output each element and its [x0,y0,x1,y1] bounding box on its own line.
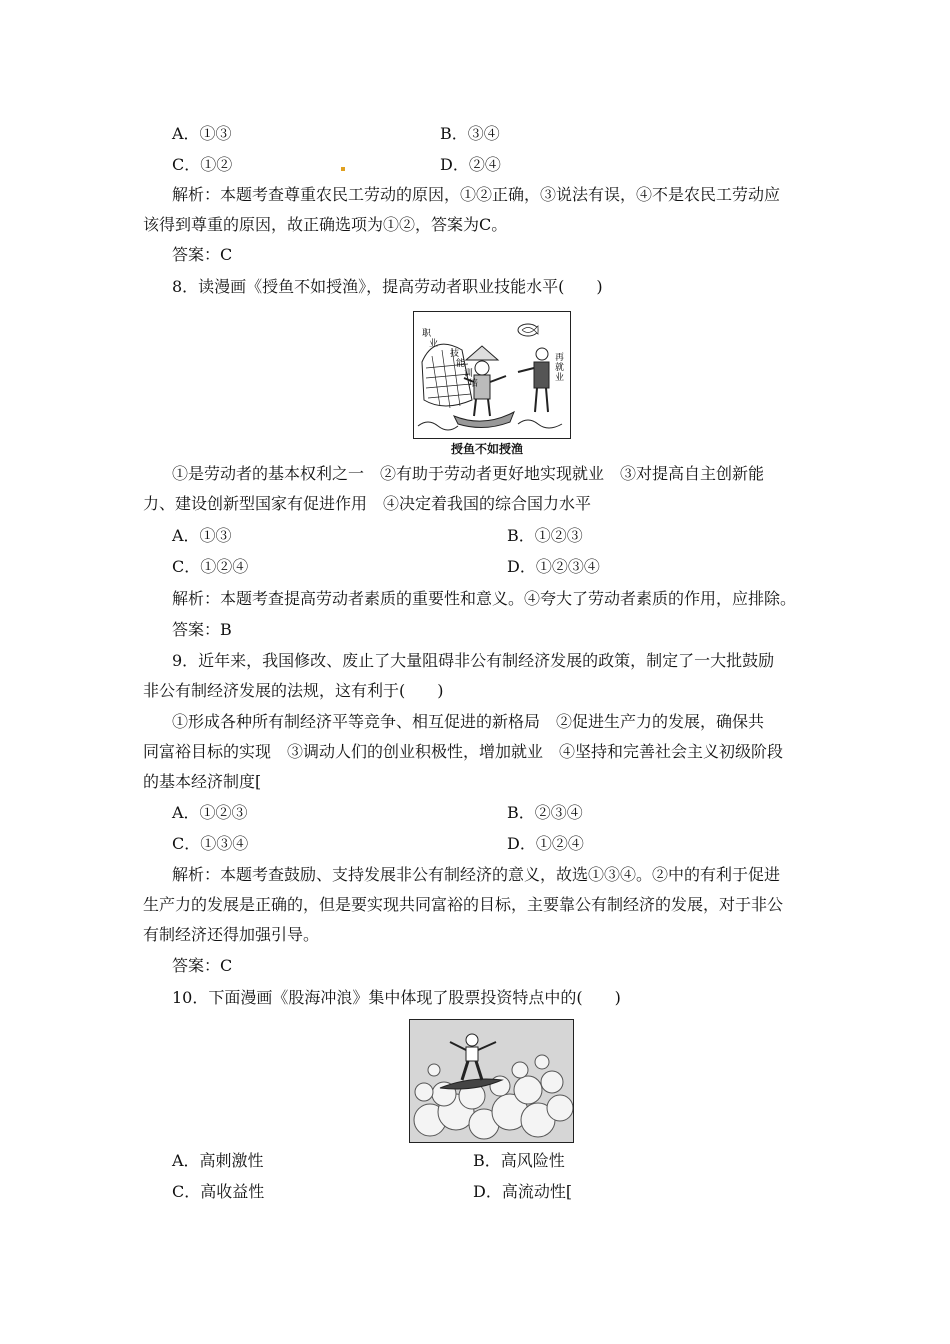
q9-analysis-line2: 生产力的发展是正确的，但是要实现共同富裕的目标，主要靠公有制经济的发展，对于非公 [143,895,784,914]
q8-stem: 8．读漫画《授鱼不如授渔》，提高劳动者职业技能水平( ) [172,277,603,296]
q9-stem-line1: 9．近年来，我国修改、废止了大量阻碍非公有制经济发展的政策，制定了一大批鼓励 [172,651,775,670]
q9-option-b: B．②③④ [507,803,583,822]
q7-option-d: D．②④ [440,155,501,174]
q9-stem-line2: 非公有制经济发展的法规，这有利于( ) [143,681,444,700]
q10-option-c: C．高收益性 [172,1182,265,1201]
label-char: 再 [555,353,565,363]
q7-answer: 答案：C [172,245,233,264]
q9-answer: 答案：C [172,956,233,975]
q9-option-d: D．①②④ [507,834,584,853]
cartoon-drawing [414,312,570,438]
q9-items-line2: 同富裕目标的实现 ③调动人们的创业积极性，增加就业 ④坚持和完善社会主义初级阶段 [143,742,784,761]
q8-analysis: 解析：本题考查提高劳动者素质的重要性和意义。④夸大了劳动者素质的作用，应排除。 [172,589,797,608]
label-char: 业 [555,373,565,383]
q7-analysis-line1: 解析：本题考查尊重农民工劳动的原因，①②正确，③说法有误，④不是农民工劳动应 [172,185,781,204]
label-char: 训 [464,369,474,379]
q9-items-line1: ①形成各种所有制经济平等竞争、相互促进的新格局 ②促进生产力的发展，确保共 [172,712,765,731]
q7-option-a: A．①③ [172,124,232,143]
q10-option-b: B．高风险性 [473,1151,565,1170]
q7-analysis-line2: 该得到尊重的原因，故正确选项为①②，答案为C。 [143,215,508,234]
q8-option-c: C．①②④ [172,557,249,576]
label-char: 就 [555,363,565,373]
q10-stem: 10．下面漫画《股海冲浪》集中体现了股票投资特点中的( ) [172,988,621,1007]
label-char: 能 [456,359,466,369]
q9-analysis-line3: 有制经济还得加强引导。 [143,925,320,944]
q7-option-c: C．①② [172,155,233,174]
q8-option-a: A．①③ [172,526,232,545]
q7-option-b: B．③④ [440,124,500,143]
q9-analysis-line1: 解析：本题考查鼓励、支持发展非公有制经济的意义，故选①③④。②中的有利于促进 [172,865,781,884]
q8-items-line1: ①是劳动者的基本权利之一 ②有助于劳动者更好地实现就业 ③对提高自主创新能 [172,464,765,483]
q8-option-d: D．①②③④ [507,557,600,576]
cartoon-stock-surfing [409,1019,574,1143]
label-char: 技 [450,349,460,359]
label-char: 培 [469,379,479,389]
q9-option-a: A．①②③ [172,803,248,822]
q10-option-d: D．高流动性[ [473,1182,573,1201]
q10-option-a: A．高刺激性 [172,1151,264,1170]
decorative-dot [341,167,345,171]
cartoon-drawing [410,1020,573,1142]
q9-option-c: C．①③④ [172,834,249,853]
q8-answer: 答案：B [172,620,232,639]
q8-option-b: B．①②③ [507,526,583,545]
q8-items-line2: 力、建设创新型国家有促进作用 ④决定着我国的综合国力水平 [143,494,592,513]
q9-items-line3: 的基本经济制度[ [143,772,262,791]
label-char: 业 [429,339,439,349]
cartoon-caption: 授鱼不如授渔 [451,442,524,456]
label-char: 职 [422,329,432,339]
cartoon-teach-fishing [413,311,571,439]
